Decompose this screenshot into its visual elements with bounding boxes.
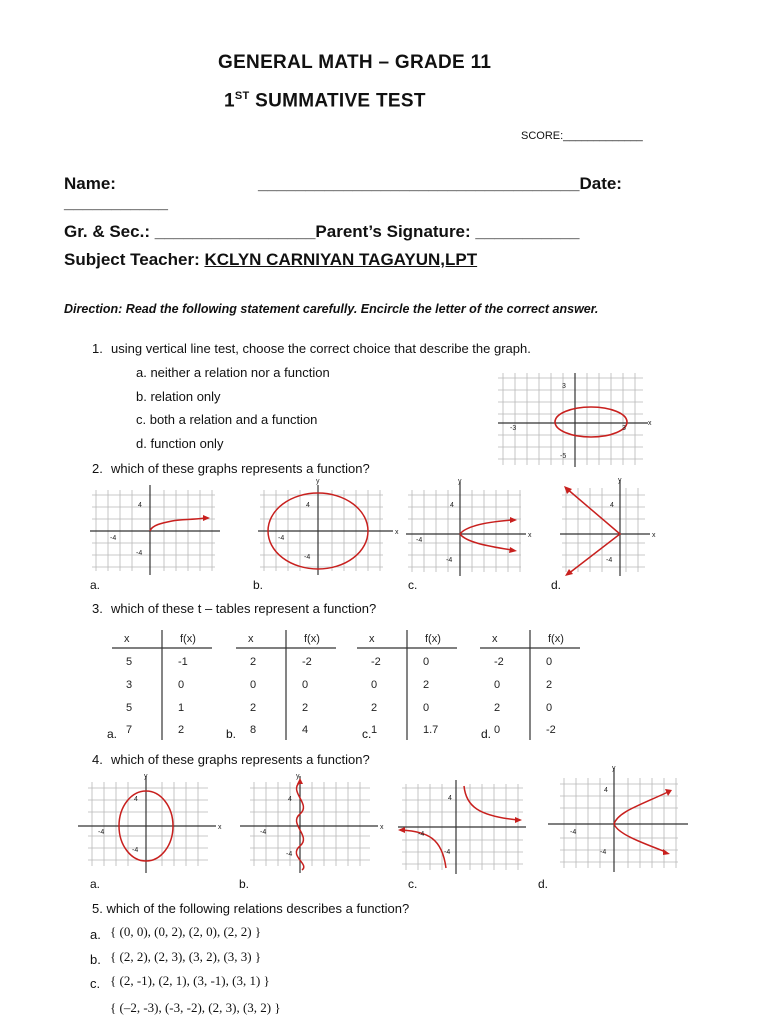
teacher-line: [64, 250, 477, 270]
grade-section-line[interactable]: Gr. & Sec.: _________________Parent’s Signature: ___________: [64, 222, 580, 241]
q3-cell: -1: [178, 656, 188, 668]
q3-cell: 2: [494, 702, 501, 714]
q1-x-label: x: [648, 420, 652, 427]
q4-text: which of these graphs represents a function?: [111, 752, 370, 767]
svg-text:-4: -4: [98, 829, 105, 836]
q2-graph-a: [90, 485, 225, 577]
svg-text:4: 4: [604, 787, 608, 794]
svg-text:y: y: [618, 477, 622, 484]
q3-letter-a[interactable]: a.: [107, 727, 118, 741]
q5-option-c: { (2, -1), (2, 1), (3, -1), (3, 1) }: [110, 973, 270, 988]
q4-graph-a: [78, 774, 223, 874]
svg-text:4: 4: [610, 502, 614, 509]
subtitle-rest: SUMMATIVE TEST: [249, 90, 426, 112]
q3-cell: 0: [423, 656, 430, 668]
q3-cell: 2: [178, 724, 185, 736]
q3-cell: 8: [250, 724, 257, 736]
q1-option-c[interactable]: c. both a relation and a function: [136, 412, 318, 427]
q3-header-x: x: [248, 633, 254, 645]
q1-x-right-label: 3: [622, 425, 626, 432]
q3-table-a: [112, 630, 212, 740]
q3-cell: 1: [371, 724, 378, 736]
q4-number: 4.: [92, 752, 103, 767]
svg-text:4: 4: [306, 502, 310, 509]
svg-text:-4: -4: [132, 847, 139, 854]
q2-letter-a[interactable]: a.: [90, 578, 101, 592]
svg-text:x: x: [380, 824, 384, 831]
q3-cell: 4: [302, 724, 309, 736]
q1-grid: [498, 373, 643, 465]
q3-cell: 0: [302, 679, 309, 691]
date-line[interactable]: ___________: [64, 193, 169, 212]
q3-letter-c[interactable]: c.: [362, 727, 372, 741]
q2c-curve-upper: [460, 520, 512, 534]
q2-graph-d: [560, 478, 670, 577]
svg-text:-4: -4: [600, 849, 607, 856]
q1-y-bottom-label: -5: [560, 453, 567, 460]
q4-graph-d: [548, 766, 693, 874]
q3-letter-d[interactable]: d.: [481, 727, 492, 741]
q1-ellipse-curve: [555, 407, 627, 437]
q3-header-fx: f(x): [425, 633, 441, 645]
q3-cell: 0: [178, 679, 185, 691]
q1-y-top-label: 3: [562, 383, 566, 390]
q2-letter-d[interactable]: d.: [551, 578, 562, 592]
subtitle-number: 1: [224, 90, 235, 112]
q5-number: 5.: [92, 901, 103, 916]
svg-text:-4: -4: [304, 554, 311, 561]
svg-text:y: y: [316, 478, 320, 485]
q3-cell: -2: [302, 656, 312, 668]
svg-text:-4: -4: [286, 851, 293, 858]
q4-letter-c[interactable]: c.: [408, 877, 418, 891]
svg-text:x: x: [218, 824, 222, 831]
q2-graph-c: [406, 480, 536, 577]
q1-option-a[interactable]: a. neither a relation nor a function: [136, 365, 330, 380]
q3-text: which of these t – tables represent a function?: [111, 601, 377, 616]
name-date-line[interactable]: __________________________________Date:: [258, 174, 622, 193]
q3-cell: -2: [494, 656, 504, 668]
q3-cell: 0: [494, 679, 501, 691]
svg-text:4: 4: [450, 502, 454, 509]
direction-text: Direction: Read the following statement carefully. Encircle the letter of the correct answer.: [64, 302, 599, 316]
q2-letter-b[interactable]: b.: [253, 578, 264, 592]
svg-text:-4: -4: [136, 550, 143, 557]
q1-option-b[interactable]: b. relation only: [136, 389, 221, 404]
q3-cell: 1.7: [423, 724, 439, 736]
q3-cell: -2: [546, 724, 556, 736]
q3-cell: 2: [546, 679, 553, 691]
q3-header-x: x: [369, 633, 375, 645]
q2c-curve-lower: [460, 534, 512, 550]
svg-text:-4: -4: [444, 849, 451, 856]
svg-text:-4: -4: [446, 557, 453, 564]
svg-text:4: 4: [448, 795, 452, 802]
q3-header-fx: f(x): [304, 633, 320, 645]
svg-text:-4: -4: [418, 831, 425, 838]
subtitle-sup: ST: [234, 90, 250, 102]
teacher-name: KCLYN CARNIYAN TAGAYUN,LPT: [204, 250, 478, 269]
q1-number: 1.: [92, 341, 103, 356]
q2-letter-c[interactable]: c.: [408, 578, 418, 592]
q3-cell: 0: [546, 702, 553, 714]
svg-text:x: x: [652, 532, 656, 539]
q5-question: which of the following relations describes a function?: [106, 901, 410, 916]
svg-text:y: y: [144, 773, 148, 780]
q3-cell: 2: [250, 702, 257, 714]
teacher-label: Subject Teacher:: [64, 250, 205, 269]
q3-cell: 2: [250, 656, 257, 668]
q3-cell: 0: [250, 679, 257, 691]
q5-option-d: { (–2, -3), (-3, -2), (2, 3), (3, 2) }: [110, 1000, 281, 1015]
q1-ellipse-graph: [498, 373, 658, 468]
svg-text:-4: -4: [278, 535, 285, 542]
q2-graph-b: [258, 478, 403, 577]
q3-cell: 7: [126, 724, 133, 736]
q3-cell: 2: [423, 679, 430, 691]
svg-text:y: y: [296, 773, 300, 780]
q5-text: [92, 901, 409, 916]
svg-text:-4: -4: [416, 537, 423, 544]
q3-cell: -2: [371, 656, 381, 668]
svg-text:-4: -4: [570, 829, 577, 836]
svg-text:4: 4: [138, 502, 142, 509]
q5-letter-c[interactable]: c.: [90, 976, 101, 991]
q3-number: 3.: [92, 601, 103, 616]
svg-text:-4: -4: [606, 557, 613, 564]
q4-graph-b: [240, 774, 385, 874]
q3-header-fx: f(x): [180, 633, 196, 645]
svg-text:4: 4: [134, 796, 138, 803]
q3-cell: 5: [126, 656, 133, 668]
svg-text:4: 4: [288, 796, 292, 803]
q3-cell: 0: [423, 702, 430, 714]
q5-letter-b[interactable]: b.: [90, 952, 101, 967]
q3-header-fx: f(x): [548, 633, 564, 645]
q3-cell: 5: [126, 702, 133, 714]
q2-text: which of these graphs represents a function?: [111, 461, 370, 476]
q3-cell: 2: [302, 702, 309, 714]
q3-cell: 1: [178, 702, 185, 714]
q3-tables: [112, 628, 592, 743]
q4-graph-c: [398, 780, 533, 875]
q3-table-c: [357, 630, 457, 740]
q4-letter-d[interactable]: d.: [538, 877, 549, 891]
q1-text: using vertical line test, choose the correct choice that describe the graph.: [111, 341, 531, 356]
q4c-curve-right: [464, 786, 518, 820]
svg-text:x: x: [395, 529, 399, 536]
q5-option-a: { (0, 0), (0, 2), (2, 0), (2, 2) }: [110, 924, 262, 939]
name-label: Name:: [64, 174, 116, 193]
q3-header-x: x: [492, 633, 498, 645]
q3-header-x: x: [124, 633, 130, 645]
q2-number: 2.: [92, 461, 103, 476]
q4-letter-a[interactable]: a.: [90, 877, 101, 891]
page-subtitle: [224, 90, 426, 112]
q2a-curve: [150, 518, 205, 531]
score-field[interactable]: SCORE:_____________: [521, 130, 643, 142]
page-title: GENERAL MATH – GRADE 11: [218, 52, 492, 73]
q1-x-left-label: -3: [510, 425, 517, 432]
q3-letter-b[interactable]: b.: [226, 727, 237, 741]
svg-text:y: y: [612, 765, 616, 772]
q5-letter-a[interactable]: a.: [90, 927, 101, 942]
q3-cell: 0: [546, 656, 553, 668]
svg-text:-4: -4: [110, 535, 117, 542]
q4-letter-b[interactable]: b.: [239, 877, 250, 891]
q3-table-d: [480, 630, 580, 740]
q3-table-b: [236, 630, 336, 740]
q5-option-b: { (2, 2), (2, 3), (3, 2), (3, 3) }: [110, 949, 262, 964]
svg-text:x: x: [528, 532, 532, 539]
q3-cell: 2: [371, 702, 378, 714]
q1-option-d[interactable]: d. function only: [136, 436, 224, 451]
svg-text:-4: -4: [260, 829, 267, 836]
q3-cell: 0: [494, 724, 501, 736]
q3-cell: 0: [371, 679, 378, 691]
q3-cell: 3: [126, 679, 133, 691]
svg-text:y: y: [458, 478, 462, 485]
